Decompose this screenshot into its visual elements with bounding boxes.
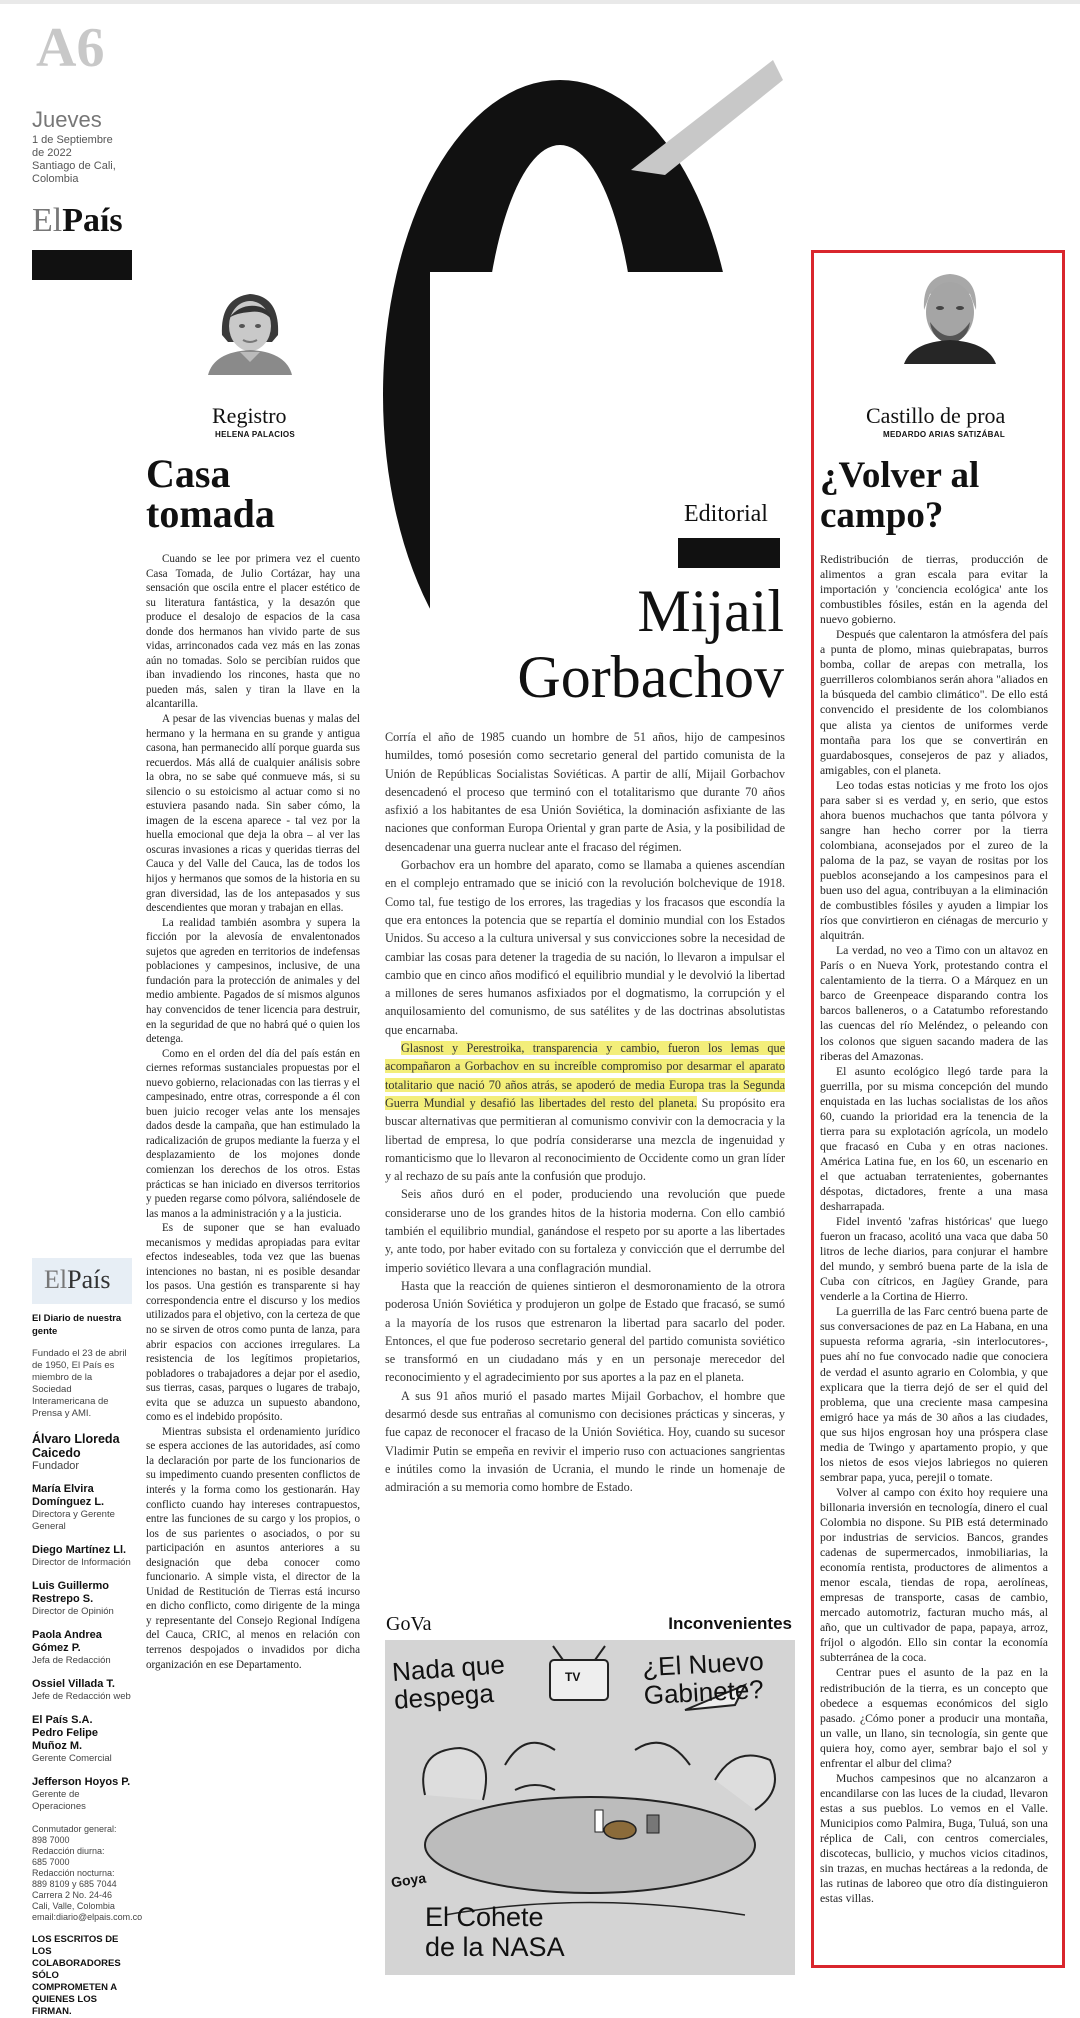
contact-line: Carrera 2 No. 24-46 [32,1890,113,1900]
staff-person-name: Luis Guillermo Restrepo S. [32,1580,110,1605]
article-body-registro [146,552,360,1672]
staff-founded: Fundado el 23 de abril de 1950, El País es miembro de la Sociedad Interamericana de Prensa y AMI. [32,1348,127,1419]
paragraph: Es de suponer que se han evaluado mecanismos y medidas apropiadas para evitar efectos indeseables, toda vez que las buenas intenciones no bastan, ni es posible desandar los pasos. Una gestión es transparente si hay correspondencia entre el discurso y los medios utilizados para el objetivo, con la certeza de que no se sirven de otros como punta de lanza, para abrir espacios con acciones irregulares. La resistencia de los legítimos propietarios, pobladores o trabajadores a dejar por el asedio, sus tierras, casas, parques o lugares de trabajo, evita que se aduzca un supuesto abandono, como es el indebido propósito. [146,1222,360,1424]
cartoon-title: Inconvenientes [668,1614,792,1633]
masthead-logo [32,202,123,240]
staff-company [32,1714,134,1765]
title-line-2: Gorbachov [517,644,784,710]
staff-person-role: Director de Información [32,1557,131,1568]
paragraph-highlighted [385,1039,785,1185]
contact-line: Redacción nocturna: [32,1868,115,1878]
author-name-medardo: MEDARDO ARIAS SATIZÁBAL [883,430,1006,439]
cartoon-text: ¿El Nuevo [641,1645,765,1683]
title-line-1: Mijail [637,578,784,644]
masthead-pais: País [62,202,123,239]
paragraph: Centrar pues el asunto de la paz en la redistribución de la tierra, es un concepto que obedece a esquemas económicos del siglo pasado. ¿Cómo poner a producir una montaña, un valle, un llano, sin tecnología, sin gente que quiera hoy, como ayer, sembrar bajo el sol y enfrentar el albur del clima? [820,1666,1048,1770]
paragraph: Mientras subsista el ordenamiento jurídico se espera acciones de las autoridades, así como la declaración por parte de los funcionarios de su impedimento cuando presenten conflictos de interés y la forma como los gestionarán. Hay conflicto cuando hay intereses contrapuestos, entre las funciones de su cargo y los propios, o los de sus parientes o asociados, o por su participación en asuntos anteriores a su designación que deba conocer como funcionario. A simple vista, el director de la Unidad de Restitución de Tierras está incurso en dicho conflicto, como dirigente de la minga y representante del Consejo Regional Indígena del Cauca, CRIC, al menos en relación con terrenos despojados o invadidos por dicha organización en ese Departamento. [146,1425,360,1671]
cartoon-author: GoVa [386,1613,432,1635]
title-line-2: campo? [820,495,944,536]
staff-person-role: Jefe de Redacción web [32,1691,131,1702]
paragraph: Corría el año de 1985 cuando un hombre de 51 años, hijo de campesinos humildes, tomó posesión como secretario general del partido comunista de la Unión de Repúblicas Socialistas Soviéticas. A partir de allí, Mijail Gorbachov desencadenó el proceso que terminó con el totalitarismo que durante 70 años asfixió a los habitantes de esa Unión Soviética, la dominación asfixiante de las naciones que conforman Europa Oriental y gran parte de Asia, y la posibilidad de desencadenar una guerra nuclear ante el fracaso del régimen. [385,730,785,854]
paragraph: Leo todas estas noticias y me froto los ojos para saber si es verdad y, en serio, que estos ahora buenos muchachos que tanta pólvora y sangre han hecho correr por la tierra colombiana, aconsejados por el zureo de la paloma de la paz, se vayan de rositas por los pueblos aconsejando a los campesinos para el buen uso del agua, contribuyan a la eliminación de combustibles fósiles y ayuden a limpiar los ríos que convirtieron en ciénagas de mercurio y alquitrán. [820,778,1048,943]
staff-contact [32,1824,143,1923]
paragraph: El asunto ecológico llegó tarde para la guerrilla, por su misma concepción del mundo enquistada en las luchas socialistas de los años 60, cuando la prioridad era la tenencia de la tierra para su explotación agrícola, un modelo que fracasó en Cuba y en otras naciones. América Latina fue, en los 60, un escenario en el que actuaban terratenientes, gobernantes déspotas, dictadores, frente a una masa desharrapada. [820,1064,1048,1214]
city-line-1: Santiago de Cali, [32,160,116,172]
title-line-1: ¿Volver al [820,455,980,496]
contact-email[interactable]: email:diario@elpais.com.co [32,1912,143,1922]
author-photo-helena [200,280,300,375]
paragraph: Como en el orden del día del país están en ciernes reformas sustanciales propuestas por el nuevo gobierno, relacionadas con las tierras y el campesinado, entre otras, corresponde a él con buen juicio recoger velas ante los mensajes dados desde la campaña, que han estimulado la radicalización de grupos mediante la fuerza y el desplazamiento de los mojones donde comienzan los derechos de los otros. Estas prácticas se han iniciado en diversos territorios y pueden regarse como pólvora, saliéndosele de las manos a la administración y a la justicia. [146,1047,360,1220]
staff-person-name: Paola Andrea Gómez P. [32,1629,102,1654]
staff-logo-pais: País [67,1265,111,1294]
article-body-editorial [385,728,785,1496]
masthead-el: El [32,202,63,239]
editorial-bar [678,538,780,568]
cartoon-text: despega [393,1677,495,1715]
staff-operations [32,1776,134,1813]
city-line-2: Colombia [32,173,79,185]
contact-line: 889 8109 y 685 7044 [32,1879,117,1889]
page-number: A6 [36,17,105,79]
staff-tagline: El Diario de nuestra gente [32,1313,122,1337]
paragraph: La verdad, no veo a Timo con un altavoz en París o en Nueva York, protestando contra el calentamiento de la tierra. O a Márquez en un barco de Greenpeace disparando contra los barcos balleneros, o a Catatumbo reforestando las cuencas del río Meléndez, o peleando con los colonos que siguen sacando madera de las riberas del Amazonas. [820,944,1048,1063]
founder-name-2: Caicedo [32,1446,81,1460]
section-label-editorial: Editorial [684,501,768,527]
date-block [32,134,116,186]
article-body-castillo [820,552,1048,1906]
paragraph: Cuando se lee por primera vez el cuento Casa Tomada, de Julio Cortázar, hay una sensación que oscila entre el placer estético de su literatura fantástica, y la desazón que produce el desalojo de espacios de la casa donde dos hermanos han vivido parte de sus vidas, arrinconados cada vez más en las zonas aún no tomadas. Solo se percibían ruidos que iban invadiendo los rincones, hasta que no pueden más, salen y tiran la llave en la alcantarilla. [146,553,360,711]
section-label-registro: Registro [212,403,287,428]
paragraph: Gorbachov era un hombre del aparato, como se llamaba a quienes ascendían en el complejo entramado que se inició con la revolución bolchevique de 1918. Como tal, fue testigo de los errores, las tragedias y los fracasos que escondía la que era entonces la potencia que se repartía el dominio mundial con los Estados Unidos. Su acceso a la cultura universal y sus convicciones sobre la necesidad de cambiar las cosas para detener la tragedia de su nación, lo llevaron a impulsar el cambio que en cinco años modificó el equilibrio mundial y le devolvió la libertad a millones de seres humanos asfixiados por el dogmatismo, la corrupción y el anquilosamiento del comunismo, de sus satélites y de las doctrinas absolutistas que encarnaba. [385,858,785,1037]
staff-person-role: Jefa de Redacción [32,1655,111,1666]
staff-person-name: María Elvira Domínguez L. [32,1483,105,1508]
date-line-2: de 2022 [32,147,72,159]
cartoon-bubble-bottom [425,1902,565,1962]
staff-logo-box [32,1258,132,1304]
staff-logo-el: El [44,1265,68,1294]
paragraph: Muchos campesinos que no alcanzaron a encandilarse con las luces de la ciudad, llevaron estas a sus pueblos. Lo vemos en el Valle. Municipios como Palmira, Buga, Tuluá, son una réplica de Cali, con centros comerciales, discotecas, bullicio, y muchos vicios citadinos, sin trazas, en muchas hectáreas a la redonda, de las rutinas de laboreo que otro día distinguieron estas villas. [820,1771,1048,1906]
contact-line: Redacción diurna: [32,1846,105,1856]
founder-role: Fundador [32,1460,80,1472]
staff-person-name: Ossiel Villada T. [32,1678,115,1690]
paragraph: Después que calentaron la atmósfera del país a punta de plomo, minas quiebrapatas, burros bomba, collar de arepas con metralla, los guerrilleros colombianos serán ahora "aliados en la búsqueda del cambio climático". De ello está convencido el presidente de los colombianos que alista ya cientos de uniformes verde montaña para los que se convertirán en guardabosques, consejeros de paz y aliados, amigables, con el planeta. [820,628,1048,777]
paragraph: A sus 91 años murió el pasado martes Mijail Gorbachov, el hombre que desarmó desde sus entrañas al comunismo con decisiones prácticas y sinceras, y fue capaz de reconocer el fracaso de la Unión Soviética. Hoy, cuando su sucesor Vladimir Putin se empeña en revivir el imperio ruso con actuaciones sangrientas e inútiles como la invasión de Ucrania, el mundo le rinde un homenaje de admiración a su memoria como hombre de Estado. [385,1388,785,1495]
contact-line: Conmutador general: [32,1824,117,1834]
manager-role: Gerente Comercial [32,1753,112,1764]
founder-name-1: Álvaro Lloreda [32,1432,120,1446]
company-name: El País S.A. [32,1714,93,1726]
paragraph: Fidel inventó 'zafras históricas' que luego fueron un fracaso, acolitó una vaca que daba 50 litros de leche diarios, para conjurar el hambre del mundo, y sembró buena parte de la isla de Cuba con cítricos, en Jagüey Grande, para venderle a la Cortina de Hierro. [820,1215,1048,1304]
date-line-1: 1 de Septiembre [32,134,113,146]
staff-person-role: Directora y Gerente General [32,1509,115,1532]
staff-disclaimer: LOS ESCRITOS DE LOS COLABORADORES SÓLO COMPROMETEN A QUIENES LOS FIRMAN. [32,1934,121,2017]
cartoon-tv-label: TV [565,1670,581,1684]
section-label-castillo: Castillo de proa [866,403,1006,428]
paragraph: Redistribución de tierras, producción de alimentos a gran escala para evitar la importación y 'conciencia ecológica' ante los combustibles fósiles, están en la agenda del nuevo gobierno. [820,553,1048,627]
paragraph: Volver al campo con éxito hoy requiere una billonaria inversión en tecnología, dinero el cual Colombia no dispone. Su PIB está determinado por industrias de servicios. Bancos, grandes cadenas de supermercados, inmobiliarias, la economía rentista, productores de alimentos a menor escala, tiendas de ropa, aerolíneas, empresas de transporte, casas de cambio, mercado automotriz, facturan mucho más, al año, que un cultivador de papa, papaya, arroz, fríjol o algodón. Ello sin contar la economía subterránea de la coca. [820,1485,1048,1665]
paragraph: Hasta que la reacción de quienes sintieron el desmoronamiento de la otrora poderosa Unión Soviética y produjeron un golpe de Estado que fracasó, se sumó a la mayoría de los rusos que estrenaron la libertad para sacarlo del poder. Entonces, el que fue poderoso secretario general del partido comunista soviético se transformó en un ciudadano más y en un personaje merecedor del reconocimiento y el agradecimiento por sus aportes a la paz en el planeta. [385,1278,785,1385]
staff-person [32,1678,134,1703]
accent-mark [631,60,783,175]
paragraph: La guerrilla de las Farc centró buena parte de sus conversaciones de paz en La Habana, en una supuesta reforma agraria, -sin interlocutores-, pues ahí no fue convocado nadie que conociera de verdad el asunto agrario en Colombia, y que explicara que la tierra dejó de ser el quid del problema, que una creciente masa campesina emigró hace ya más de 30 años a las ciudades, que sus hijos engrosan hoy una próspera clase media de Twingo y apartamento propio, y que los nietos de esos viejos labriegos no quieren sembrar papa, yuca, perejil o tomate. [820,1305,1048,1484]
staff-person-name: Diego Martínez Ll. [32,1544,127,1556]
staff-person [32,1580,134,1618]
editorial-title [440,578,784,710]
paragraph-rest: Su propósito era buscar alternativas que permitieran al comunismo convivir con la democracia y la libertad de empresa, lo que podría considerarse una mezcla de ingenuidad y romanticismo que lo llevaron al reconocimiento de Occidente como un gran líder y al rechazo de su país ante la confusión que produjo. [385,1095,785,1184]
top-rule [0,0,1080,4]
masthead-bar [32,250,132,280]
ops-role: Gerente de Operaciones [32,1789,86,1812]
manager-name: Pedro Felipe Muñoz M. [32,1727,99,1752]
title-line-2: tomada [146,491,275,536]
staff-logo [44,1264,110,1296]
staff-person [32,1629,134,1667]
article-title-volver-al-campo [820,456,979,536]
staff-person [32,1544,134,1569]
author-photo-medardo [900,264,1000,364]
cartoon-bubble-right [642,1647,766,1709]
article-title-casa-tomada [146,451,275,536]
paragraph: A pesar de las vivencias buenas y malas del hermano y la hermana en su grande y antigua casona, han permanecido allí porque guarda sus recuerdos. Más allá de cualquier análisis sobre la obra, no se sabe qué conmueve más, si su silencio o su estoicismo al actuar como si no estuviera pasando nada. Sin saber cómo, la imagen de la escena aparece - tal vez por la huella emocional que deja la obra – al ver las oscuras invasiones a ricas y queridas tierras del Cauca y del Valle del Cauca, las de todos los hijos y hermanos que somos de la historia en su gran diversidad, las de los antepasados y sus descendientes que moran y trabajan en ellas. [146,713,360,915]
paragraph: La realidad también asombra y supera la ficción por la alevosía de envalentonados sujetos que agreden en territorios de indefensas poblaciones y campesinos, inclusive, de una fundación para la protección de animales y del medio ambiente. Pagados de sí mismos algunos hay convencidos de tener licencia para destruir, en la seguridad de que no habrá qué o quien los detenga. [146,916,360,1046]
cartoon-illustration [385,1640,795,1975]
staff-person [32,1483,134,1533]
cartoon-text: Gabinete? [643,1673,765,1711]
author-name-helena: HELENA PALACIOS [215,430,296,439]
cartoon-text: de la NASA [425,1932,565,1962]
title-line-1: Casa [146,451,231,496]
ops-name: Jefferson Hoyos P. [32,1776,131,1788]
highlighted-quote: Glasnost y Perestroika, transparencia y cambio, fueron los lemas que acompañaron a Gorbachov en su increíble compromiso por desarmar el aparato totalitario que nació 70 años atrás, se apoderó de media Europa tras la Segunda Guerra Mundial y desafió las libertades del resto del planeta. [385,1041,785,1110]
cartoon-text: Nada que [391,1649,506,1687]
cartoon-bubble-left [391,1650,507,1714]
staff-person-role: Director de Opinión [32,1606,114,1617]
paragraph: Seis años duró en el poder, produciendo una revolución que puede considerarse uno de los grandes hitos de la historia moderna. Con ello cambió también el equilibrio mundial, ganándose el respeto por su aporte a las libertades y, ante todo, por haber evitado con su fortaleza y convicción que el derrumbe del imperio soviético llevara a una conflagración mundial. [385,1187,785,1275]
staff-box [32,1312,143,2018]
contact-line: 685 7000 [32,1857,70,1867]
cartoon-text: El Cohete [425,1902,544,1932]
weekday: Jueves [32,107,102,132]
staff-founder [32,1432,134,1472]
contact-line: Cali, Valle, Colombia [32,1901,115,1911]
cartoon-signature: Goya [390,1869,427,1891]
contact-line: 898 7000 [32,1835,70,1845]
cartoon-header [384,1610,796,1638]
